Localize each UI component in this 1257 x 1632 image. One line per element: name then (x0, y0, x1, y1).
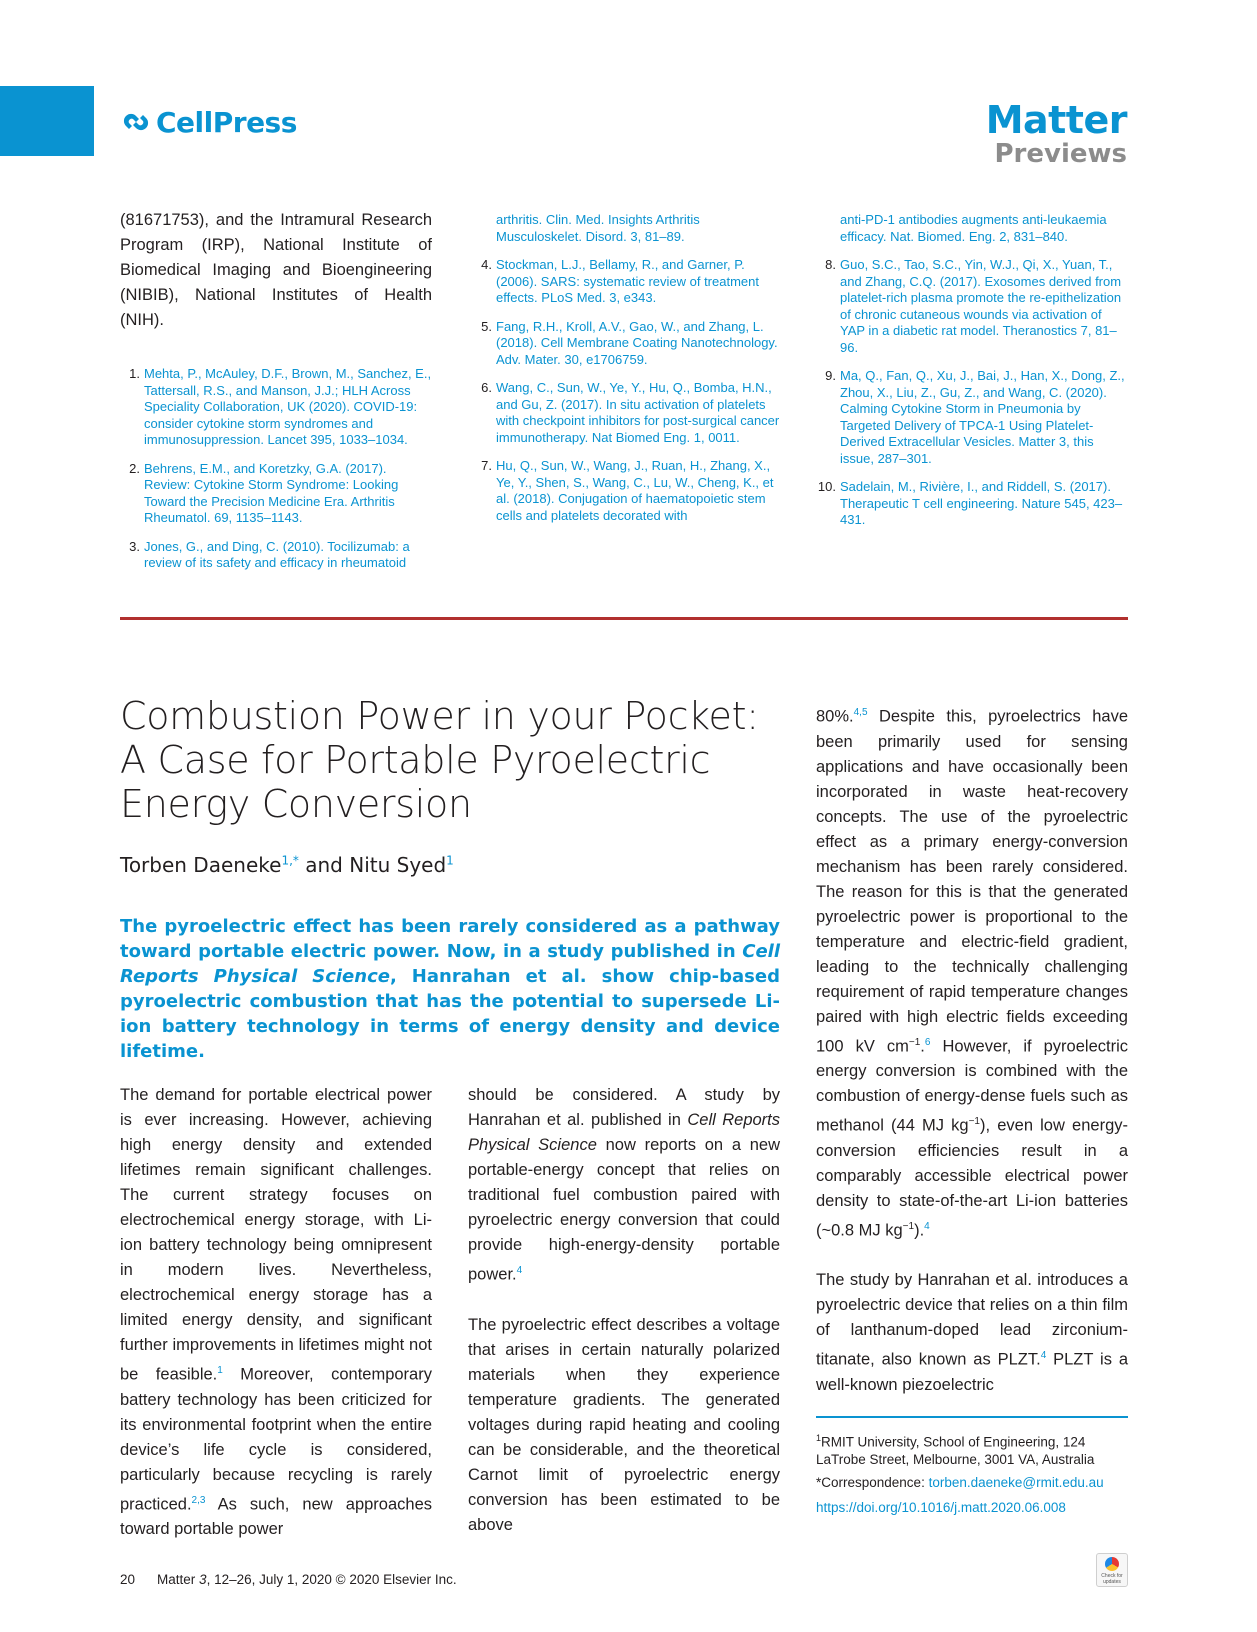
citation-link[interactable]: 4,5 (853, 707, 868, 718)
reference-item[interactable]: 10. Sadelain, M., Rivière, I., and Riddell, S. (2017). Therapeutic T cell engineering. Nature 545, 423–431. (817, 479, 1123, 527)
paragraph: 80%.$^{4,5}$ Despite this, pyroelectrics have been primarily used for sensing applications and have occasionally been incorporated in waste heat-recovery concepts. The use of the pyroelectric effect as a primary energy-conversion mechanism has been rarely considered. The reason for this is that the generated pyroelectric power is proportional to the temperature and electric-field gradient, leading to the technically challenging requirement of rapid temperature changes paired with high electric fields exceeding 100 kV $cm^{-1}.^6$ However, if pyroelectric energy conversion is combined with the combustion of energy-dense fuels such as methanol (44 MJ $kg^{-1}$), even low energy-conversion efficiencies result in a comparably accessible electrical power density to state-of-the-art Li-ion batteries (~0.8 MJ $kg^{-1}).^4$ (816, 707, 1128, 1239)
reference-item[interactable]: 7. Hu, Q., Sun, W., Wang, J., Ruan, H., Zhang, X., Ye, Y., Shen, S., Wang, C., Lu, W., Cheng, K., et al. (2018). Conjugation of haematopoietic stem cells and platelets decorated with (481, 458, 774, 523)
body-column-3 (816, 700, 1128, 1423)
reference-continuation[interactable]: arthritis. Clin. Med. Insights Arthritis Musculoskelet. Disord. 3, 81–89. (496, 212, 700, 244)
section-name: Previews (994, 139, 1127, 169)
footer-citation: Matter 3, 12–26, July 1, 2020 © 2020 Elsevier Inc. (157, 1572, 457, 1587)
reference-list-col-b (472, 212, 782, 536)
cellpress-mark-icon (120, 106, 152, 138)
reference-item[interactable]: 4. Stockman, L.J., Bellamy, R., and Garner, P. (2006). SARS: systematic review of treatment effects. PLoS Med. 3, e343. (481, 257, 759, 305)
abstract: The pyroelectric effect has been rarely considered as a pathway toward portable electric power. Now, in a study published in Cell Reports Physical Science, Hanrahan et al. show chip-based pyroelectric combustion that has the potential to supersede Li-ion battery technology in terms of energy density and device lifetime. (120, 916, 780, 1062)
reference-item[interactable]: 2. Behrens, E.M., and Koretzky, G.A. (2017). Review: Cytokine Storm Syndrome: Looking Toward the Precision Medicine Era. Arthritis Rheumatol. 69, 1135–1143. (129, 460, 399, 525)
reference-list-col-c (816, 212, 1128, 541)
badge-label: Check for updates (1101, 1573, 1123, 1585)
cellpress-logo (120, 102, 297, 142)
citation-link[interactable]: 1 (217, 1365, 223, 1376)
journal-heading (986, 100, 1127, 168)
funding-text: (81671753), and the Intramural Research Program (IRP), National Institute of Biomedical Imaging and Bioengineering (NIBIB), National Institutes of Health (NIH). (120, 211, 432, 329)
reference-item[interactable]: 3. Jones, G., and Ding, C. (2010). Tocilizumab: a review of its safety and efficacy in rheumatoid (129, 538, 410, 570)
reference-item[interactable]: 9. Ma, Q., Fan, Q., Xu, J., Bai, J., Han, X., Dong, Z., Zhou, X., Liu, Z., Gu, Z., and Wang, C. (2020). Calming Cytokine Storm in Pneumonia by Targeted Delivery of TPCA-1 Using Platelet-Derived Extracellular Vesicles. Matter 3, this issue, 287–301. (825, 368, 1125, 466)
journal-name: Matter (985, 98, 1127, 142)
paragraph: should be considered. A study by Hanrahan et al. published in Cell Reports Physical Science now reports on a new portable-energy concept that relies on traditional fuel combustion paired with pyroelectric energy conversion that could provide high-energy-density portable power.$^4$ (468, 1086, 781, 1284)
publisher-name: CellPress (156, 105, 297, 139)
paragraph: The pyroelectric effect describes a voltage that arises in certain naturally polarized materials when they experience temperature gradients. The generated voltages during rapid heating and cooling can be considerable, and the theoretical Carnot limit of pyroelectric energy conversion has been estimated to be above (468, 1315, 780, 1534)
corner-tab (0, 86, 94, 156)
affiliation: $^1$RMIT University, School of Engineering, 124 LaTrobe Street, Melbourne, 3001 VA, Australia (816, 1433, 1095, 1467)
article-title: Combustion Power in your Pocket: A Case for Portable Pyroelectric Energy Conversion (120, 694, 759, 826)
reference-continuation[interactable]: anti-PD-1 antibodies augments anti-leukaemia efficacy. Nat. Biomed. Eng. 2, 831–840. (840, 212, 1107, 244)
author-name: Torben Daeneke (120, 853, 282, 877)
author-line (120, 853, 454, 877)
reference-list-col-a (120, 366, 432, 584)
citation-link[interactable]: 4 (1040, 1350, 1047, 1361)
doi-link[interactable]: https://doi.org/10.1016/j.matt.2020.06.008 (816, 1500, 1066, 1515)
correspondence-email-link[interactable]: torben.daeneke@rmit.edu.au (928, 1475, 1104, 1490)
page-footer (120, 1572, 457, 1587)
citation-link[interactable]: 2,3 (191, 1494, 206, 1506)
body-column-1 (120, 1083, 432, 1567)
author-name: Nitu Syed (349, 853, 447, 877)
section-divider (120, 617, 1128, 620)
author-affiliation-mark[interactable]: 1 (446, 853, 454, 868)
paragraph: The study by Hanrahan et al. introduces a pyroelectric device that relies on a thin film of lanthanum-doped lead zirconium-titanate, also known as PLZT.$^4$ PLZT is a well-known piezoelectric (816, 1271, 1129, 1394)
body-column-2 (468, 1083, 780, 1563)
author-affiliation-mark[interactable]: 1,* (281, 853, 299, 868)
reference-item[interactable]: 6. Wang, C., Sun, W., Ye, Y., Hu, Q., Bomba, H.N., and Gu, Z. (2017). In situ activation of platelets with checkpoint inhibitors for post-surgical cancer immunotherapy. Nat Biomed Eng. 1, 0011. (481, 380, 780, 445)
paragraph: The demand for portable electrical power is ever increasing. However, achieving high energy density and extended lifetimes remain significant challenges. The current strategy focuses on electrochemical energy storage, with Li-ion battery technology being omnipresent in modern lives. Nevertheless, electrochemical energy storage has a limited energy density, and significant further improvements in lifetimes might not be feasible.$^1$ Moreover, contemporary battery technology has been criticized for its environmental footprint when the entire device’s life cycle is considered, particularly because recycling is rarely practiced.$^{2,3}$ As such, new approaches toward portable power (120, 1086, 432, 1538)
author-separator: and (298, 853, 350, 877)
journal-citation: Cell Reports Physical Science (120, 941, 780, 987)
footnote-divider (816, 1416, 1128, 1418)
citation-link[interactable]: 4 (924, 1220, 930, 1232)
citation-link[interactable]: 6 (924, 1036, 931, 1048)
update-icon (1105, 1557, 1119, 1571)
reference-item[interactable]: 1. Mehta, P., McAuley, D.F., Brown, M., Sanchez, E., Tattersall, R.S., and Manson, J.J.; HLH Across Speciality Collaboration, UK (2020). COVID-19: consider cytokine storm syndromes and immunosuppression. Lancet 395, 1033–1034. (129, 366, 432, 447)
citation-link[interactable]: 4 (516, 1265, 523, 1276)
check-for-updates-badge[interactable] (1096, 1553, 1128, 1587)
reference-item[interactable]: 5. Fang, R.H., Kroll, A.V., Gao, W., and Zhang, L. (2018). Cell Membrane Coating Nanotechnology. Adv. Mater. 30, e1706759. (481, 318, 778, 367)
page-number: 20 (120, 1572, 136, 1587)
correspondence: *Correspondence: torben.daeneke@rmit.edu.au (816, 1475, 1104, 1490)
reference-item[interactable]: 8. Guo, S.C., Tao, S.C., Yin, W.J., Qi, X., Yuan, T., and Zhang, C.Q. (2017). Exosomes derived from platelet-rich plasma promote the re-epithelization of chronic cutaneous wounds via activation of YAP in a diabetic rat model. Theranostics 7, 81–96. (825, 257, 1122, 355)
